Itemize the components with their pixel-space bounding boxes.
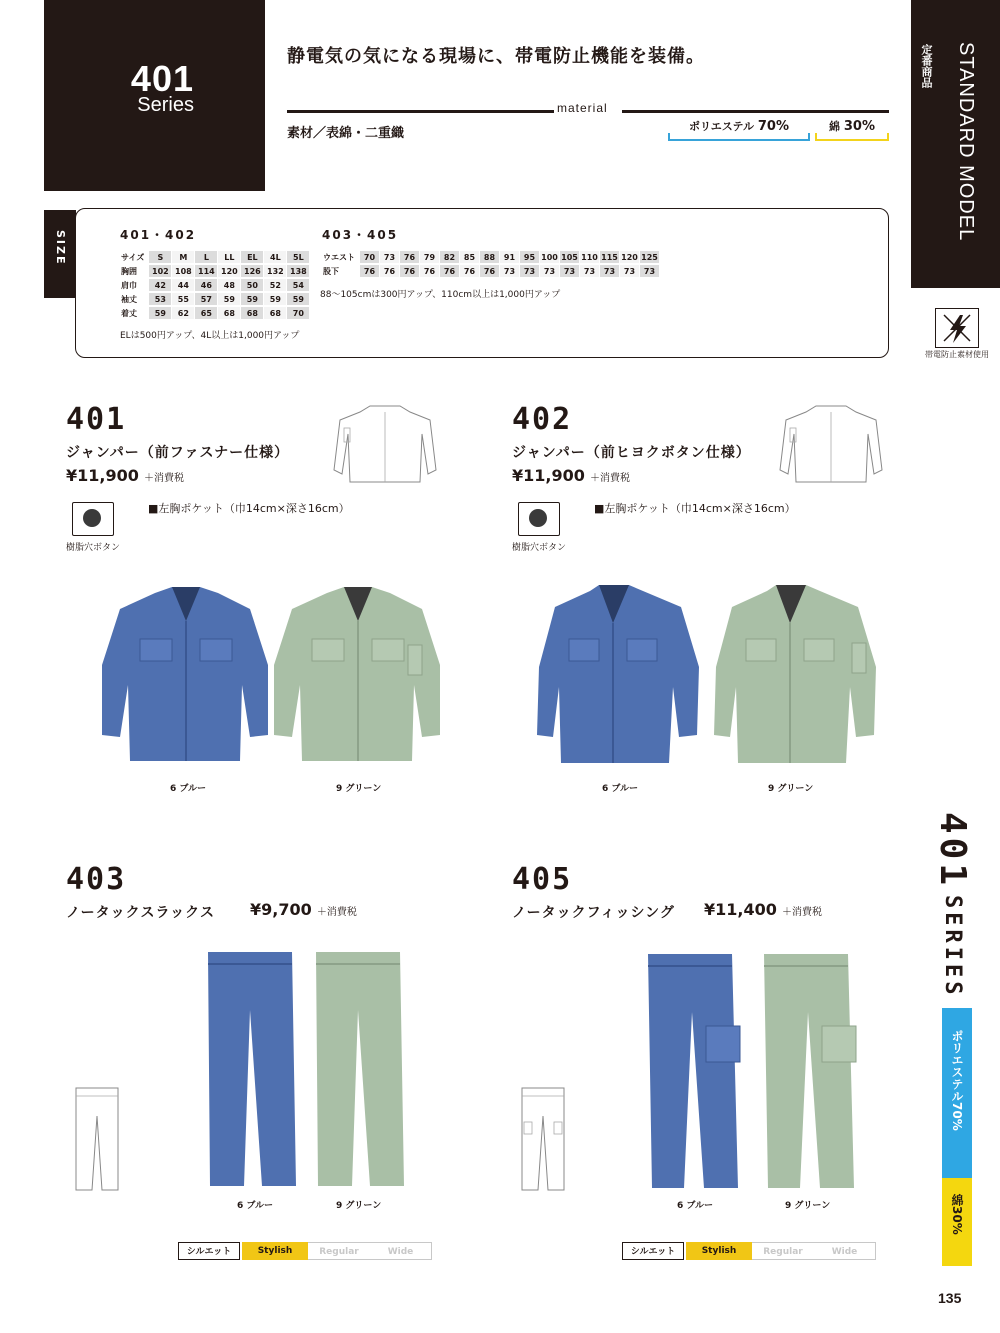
polyester-bar [668, 133, 810, 141]
size-jacket-row [121, 307, 309, 319]
size-jacket-cell: 4L [264, 251, 286, 263]
cotton-bar [815, 133, 889, 141]
cotton-label [815, 118, 889, 134]
size-pants-cell: 76 [460, 265, 479, 277]
size-table-pants [322, 249, 660, 279]
size-group2-note: 88～105cmは300円アップ、110cm以上は1,000円アップ [320, 290, 561, 300]
size-pants-cell: 73 [540, 265, 559, 277]
size-jacket-cell: L [195, 251, 217, 263]
size-jacket-cell: 59 [264, 293, 286, 305]
cotton-pct: 30% [843, 119, 875, 134]
cotton-name: 綿 [829, 120, 841, 133]
vertical-polyester-text: ポリエステル70% [950, 1030, 964, 1131]
product-402-button-caption: 樹脂穴ボタン [512, 543, 567, 553]
material-rule-right [622, 110, 889, 113]
product-402-number: 402 [512, 402, 573, 437]
series-block [44, 0, 265, 191]
product-405-number: 405 [512, 862, 573, 897]
product-401-color-blue: 6 ブルー [170, 784, 207, 794]
size-pants-cell: 73 [500, 265, 519, 277]
size-pants-cell: 76 [400, 251, 419, 263]
resin-button-icon [72, 502, 114, 536]
product-401-button-caption: 樹脂穴ボタン [66, 543, 121, 553]
product-402-photo-blue [535, 583, 705, 769]
silhouette-label: シルエット [622, 1242, 684, 1260]
size-jacket-cell: 102 [149, 265, 171, 277]
product-401-line-drawing [330, 400, 440, 490]
size-jacket-row-header: 袖丈 [121, 294, 137, 304]
silhouette-stylish: Stylish [242, 1242, 308, 1260]
silhouette-regular: Regular [752, 1242, 814, 1260]
size-pants-cell: 85 [460, 251, 479, 263]
vertical-series-number: 401 [932, 812, 973, 890]
vertical-polyester-band [942, 1008, 972, 1178]
size-pants-row-header: ウエスト [323, 252, 355, 262]
size-jacket-row-header: 胸囲 [121, 266, 137, 276]
size-jacket-cell: 108 [172, 265, 194, 277]
size-jacket-cell: 62 [172, 307, 194, 319]
size-jacket-cell: EL [241, 251, 263, 263]
size-jacket-cell: 59 [149, 307, 171, 319]
size-pants-cell: 115 [601, 252, 618, 262]
size-jacket-cell: 59 [218, 293, 240, 305]
standard-model-title: STANDARD MODEL [955, 42, 977, 242]
size-jacket-cell: 42 [149, 279, 171, 291]
size-pants-cell: 76 [420, 265, 439, 277]
vertical-cotton-text: 綿30% [950, 1194, 964, 1235]
size-jacket-cell: 65 [195, 307, 217, 319]
product-401-number: 401 [66, 402, 127, 437]
size-pants-cell: 95 [520, 251, 539, 263]
product-401-name: ジャンパー（前ファスナー仕様） [66, 445, 290, 461]
product-401-photo-blue [100, 585, 270, 767]
silhouette-stylish: Stylish [686, 1242, 752, 1260]
product-403-photo-green [312, 950, 408, 1190]
size-jacket-cell: 46 [195, 279, 217, 291]
silhouette-wide: Wide [370, 1242, 432, 1260]
size-jacket-cell: 48 [218, 279, 240, 291]
size-pants-cell: 73 [380, 251, 399, 263]
size-jacket-cell: 68 [264, 307, 286, 319]
product-405-silhouette [622, 1242, 876, 1260]
silhouette-regular: Regular [308, 1242, 370, 1260]
product-405-photo-blue [644, 952, 744, 1192]
size-pants-cell: 110 [581, 252, 598, 262]
size-pants-cell: 105 [561, 252, 578, 262]
size-tab-label: SIZE [54, 230, 67, 266]
size-jacket-cell: 53 [149, 293, 171, 305]
size-pants-row-header: 股下 [323, 266, 339, 276]
size-table-jacket [120, 249, 310, 321]
size-jacket-row-header: 着丈 [121, 308, 137, 318]
product-401-price-row [66, 466, 184, 485]
size-jacket-cell: 57 [195, 293, 217, 305]
size-pants-cell: 100 [541, 252, 558, 262]
size-pants-cell: 73 [520, 265, 539, 277]
product-403-price: ¥9,700 [250, 900, 312, 919]
antistatic-icon [935, 308, 979, 348]
product-405-color-blue: 6 ブルー [677, 1201, 714, 1211]
product-402-line-drawing [776, 400, 886, 490]
product-403-color-blue: 6 ブルー [237, 1201, 274, 1211]
size-pants-cell: 73 [600, 265, 619, 277]
product-405-tax: ＋消費税 [781, 907, 822, 918]
resin-button-icon [518, 502, 560, 536]
headline: 静電気の気になる現場に、帯電防止機能を装備。 [287, 46, 705, 67]
size-jacket-cell: 70 [287, 307, 309, 319]
series-word: Series [137, 94, 194, 116]
size-jacket-row-header: 肩巾 [121, 280, 137, 290]
size-jacket-cell: 138 [287, 265, 309, 277]
size-pants-cell: 91 [500, 251, 519, 263]
size-jacket-cell: M [172, 251, 194, 263]
polyester-label [668, 118, 810, 134]
size-group2-title: 403・405 [322, 228, 399, 242]
size-pants-cell: 73 [580, 265, 599, 277]
polyester-pct: 70% [757, 119, 789, 134]
size-jacket-cell: LL [218, 251, 240, 263]
product-402-tax: ＋消費税 [589, 473, 630, 484]
product-402-color-blue: 6 ブルー [602, 784, 639, 794]
product-403-photo-blue [204, 950, 300, 1190]
size-pants-cell: 88 [480, 251, 499, 263]
size-jacket-row [121, 251, 309, 263]
size-pants-cell: 82 [440, 251, 459, 263]
vertical-series-word: SERIES [940, 895, 965, 999]
product-403-number: 403 [66, 862, 127, 897]
size-jacket-cell: 132 [264, 265, 286, 277]
product-402-pocket: ■左胸ポケット（巾14cm×深さ16cm） [594, 502, 796, 515]
silhouette-label: シルエット [178, 1242, 240, 1260]
size-jacket-cell: 126 [241, 265, 263, 277]
product-402-photo-green [712, 583, 882, 769]
product-405-price: ¥11,400 [704, 900, 777, 919]
size-jacket-cell: 54 [287, 279, 309, 291]
size-pants-cell: 73 [620, 265, 639, 277]
antistatic-caption: 帯電防止素材使用 [925, 350, 989, 359]
size-pants-cell: 76 [360, 265, 379, 277]
size-jacket-cell: 52 [264, 279, 286, 291]
size-pants-cell: 70 [360, 251, 379, 263]
size-pants-cell: 76 [480, 265, 499, 277]
product-405-price-row [704, 900, 822, 919]
size-group1-title: 401・402 [120, 228, 197, 242]
size-pants-cell: 120 [621, 252, 638, 262]
product-402-price: ¥11,900 [512, 466, 585, 485]
product-403-color-green: 9 グリーン [336, 1201, 382, 1211]
material-rule-left [287, 110, 554, 113]
product-401-tax: ＋消費税 [143, 473, 184, 484]
page-number: 135 [938, 1290, 962, 1306]
size-group1-note: ELは500円アップ、4L以上は1,000円アップ [120, 331, 300, 341]
size-jacket-cell: 50 [241, 279, 263, 291]
standard-model-jp: 定番商品 [920, 44, 933, 88]
size-tab [44, 210, 76, 298]
size-jacket-cell: 59 [287, 293, 309, 305]
size-jacket-cell: 55 [172, 293, 194, 305]
size-jacket-cell: 5L [287, 251, 309, 263]
product-405-name: ノータックフィッシング [512, 905, 675, 921]
size-pants-row [323, 251, 659, 263]
size-jacket-cell: 120 [218, 265, 240, 277]
size-pants-cell: 76 [380, 265, 399, 277]
product-402-color-green: 9 グリーン [768, 784, 814, 794]
product-405-photo-green [760, 952, 860, 1192]
material-label: material [557, 101, 608, 115]
size-pants-cell: 76 [400, 265, 419, 277]
size-jacket-row [121, 293, 309, 305]
product-402-price-row [512, 466, 630, 485]
size-jacket-row [121, 265, 309, 277]
size-jacket-cell: 59 [241, 293, 263, 305]
product-403-price-row [250, 900, 357, 919]
size-jacket-cell: 68 [218, 307, 240, 319]
size-jacket-cell: 114 [195, 265, 217, 277]
size-pants-cell: 125 [641, 252, 658, 262]
size-pants-cell: 79 [420, 251, 439, 263]
product-401-color-green: 9 グリーン [336, 784, 382, 794]
product-403-silhouette [178, 1242, 432, 1260]
product-401-photo-green [272, 585, 442, 767]
product-403-tax: ＋消費税 [316, 907, 357, 918]
size-jacket-row [121, 279, 309, 291]
size-pants-row [323, 265, 659, 277]
polyester-name: ポリエステル [689, 120, 755, 133]
vertical-cotton-band [942, 1178, 972, 1266]
size-jacket-row-header: サイズ [121, 252, 145, 262]
material-text: 素材／表綿・二重織 [287, 126, 405, 141]
size-pants-cell: 76 [440, 265, 459, 277]
series-number: 401 [130, 58, 194, 99]
size-jacket-cell: 44 [172, 279, 194, 291]
product-405-line-drawing [518, 1086, 568, 1192]
product-405-color-green: 9 グリーン [785, 1201, 831, 1211]
product-403-line-drawing [72, 1086, 122, 1192]
size-pants-cell: 73 [560, 265, 579, 277]
product-401-pocket: ■左胸ポケット（巾14cm×深さ16cm） [148, 502, 350, 515]
silhouette-wide: Wide [814, 1242, 876, 1260]
product-403-name: ノータックスラックス [66, 905, 216, 921]
product-402-name: ジャンパー（前ヒヨクボタン仕様） [512, 445, 751, 461]
size-jacket-cell: 68 [241, 307, 263, 319]
size-jacket-cell: S [149, 251, 171, 263]
size-pants-cell: 73 [640, 265, 659, 277]
product-401-price: ¥11,900 [66, 466, 139, 485]
